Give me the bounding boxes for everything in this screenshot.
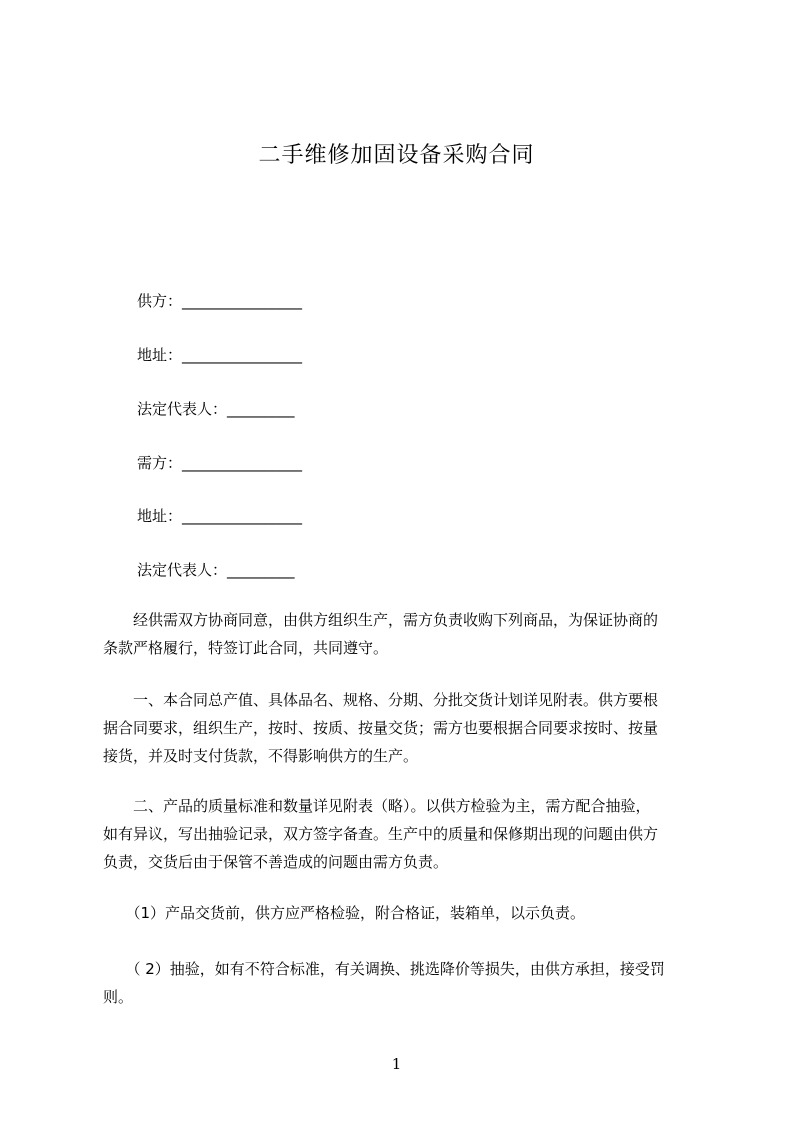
field-blank: ________________ bbox=[182, 346, 303, 364]
field-blank: _________ bbox=[227, 561, 295, 579]
paragraph-line: 经供需双方协商同意，由供方组织生产，需方负责收购下列商品，为保证协商的 bbox=[103, 611, 659, 629]
paragraph-intro bbox=[103, 606, 703, 662]
paragraph-line: 如有异议，写出抽验记录，双方签字备查。生产中的质量和保修期出现的问题由供方 bbox=[103, 825, 659, 843]
paragraph-line: 负责，交货后由于保管不善造成的问题由需方负责。 bbox=[103, 853, 449, 871]
field-label: 地址： bbox=[137, 507, 183, 525]
paragraph-line: （1）产品交货前，供方应严格检验，附合格证，装箱单，以示负责。 bbox=[103, 904, 586, 922]
page-number: 1 bbox=[391, 1055, 402, 1073]
field-blank: ________________ bbox=[182, 454, 303, 472]
field-label: 供方： bbox=[137, 292, 183, 310]
field-blank: _________ bbox=[227, 400, 295, 418]
paragraph-item-2 bbox=[103, 955, 703, 1011]
paragraph-line: 一、本合同总产值、具体品名、规格、分期、分批交货计划详见附表。供方要根 bbox=[103, 691, 659, 709]
paragraph-line: 条款严格履行，特签订此合同，共同遵守。 bbox=[103, 639, 389, 657]
page-title: 二手维修加固设备采购合同 bbox=[258, 143, 535, 168]
paragraph-line: 接货，并及时支付货款，不得影响供方的生产。 bbox=[103, 747, 419, 765]
paragraph-line: 则。 bbox=[103, 988, 134, 1006]
paragraph-line: 据合同要求，组织生产，按时、按质、按量交货；需方也要根据合同要求按时、按量 bbox=[103, 719, 659, 737]
field-buyer bbox=[137, 453, 302, 473]
paragraph-line: 二、产品的质量标准和数量详见附表（略）。以供方检验为主，需方配合抽验， bbox=[103, 797, 651, 815]
field-buyer-address bbox=[137, 506, 302, 526]
paragraph-item-1 bbox=[103, 899, 703, 927]
field-supplier bbox=[137, 291, 302, 311]
field-supplier-legal-rep bbox=[137, 399, 295, 419]
paragraph-clause-1 bbox=[103, 686, 703, 770]
paragraph-clause-2 bbox=[103, 792, 703, 876]
field-buyer-legal-rep bbox=[137, 560, 295, 580]
field-blank: ________________ bbox=[182, 292, 303, 310]
field-supplier-address bbox=[137, 345, 302, 365]
field-label: 法定代表人： bbox=[137, 400, 228, 418]
field-label: 地址： bbox=[137, 346, 183, 364]
field-label: 法定代表人： bbox=[137, 561, 228, 579]
field-label: 需方： bbox=[137, 454, 183, 472]
paragraph-line: （ 2）抽验，如有不符合标准，有关调换、挑选降价等损失，由供方承担，接受罚 bbox=[103, 960, 665, 978]
field-blank: ________________ bbox=[182, 507, 303, 525]
